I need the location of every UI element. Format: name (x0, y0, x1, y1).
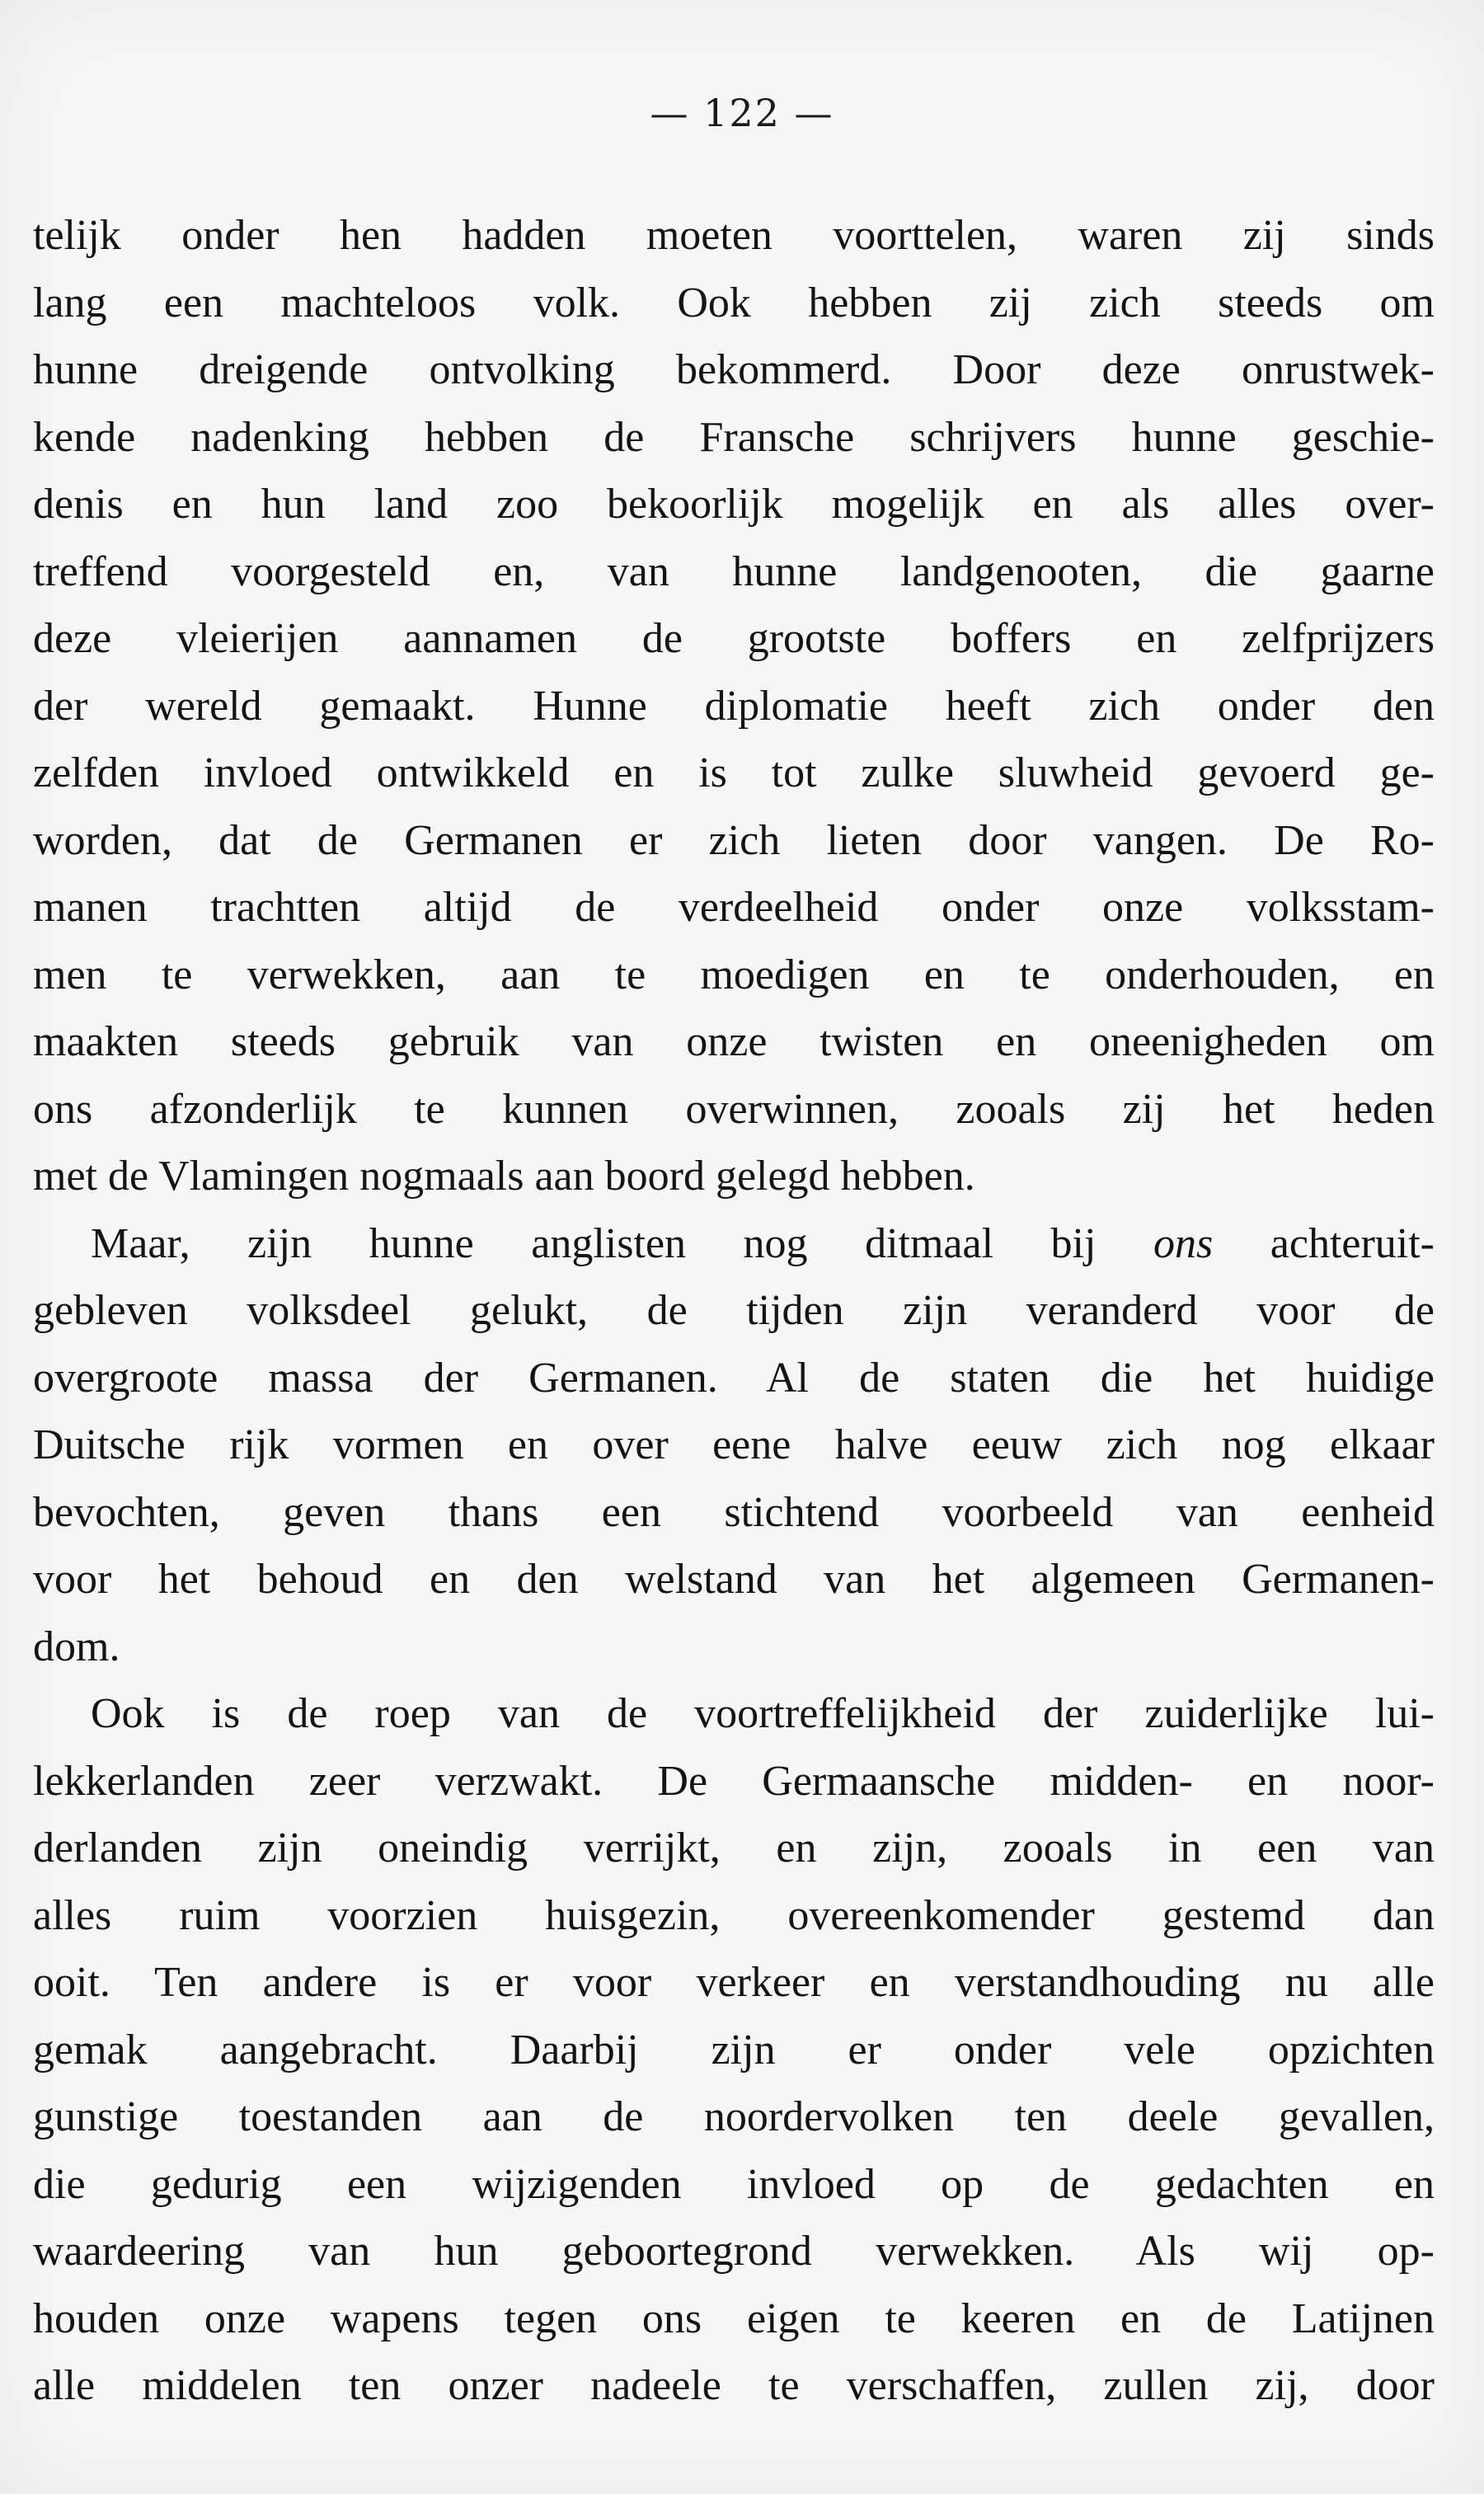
text-line: zelfden invloed ontwikkeld en is tot zulke sluwheid gevoerd ge- (33, 749, 1435, 796)
text-line: ooit. Ten andere is er voor verkeer en verstandhouding nu alle (33, 1959, 1435, 2006)
text-line: dom. (33, 1623, 120, 1670)
text-line: denis en hun land zoo bekoorlijk mogelijk en als alles over- (33, 481, 1435, 528)
body-text (33, 202, 1435, 2420)
text-line: deze vleierijen aannamen de grootste boffers en zelfprijzers (33, 615, 1435, 662)
text-line: worden, dat de Germanen er zich lieten door vangen. De Ro- (33, 816, 1435, 864)
text-line: waardeering van hun geboortegrond verwekken. Als wij op- (33, 2228, 1435, 2275)
text-line: Duitsche rijk vormen en over eene halve eeuw zich nog elkaar (33, 1421, 1435, 1468)
text-line: der wereld gemaakt. Hunne diplomatie heeft zich onder den (33, 682, 1435, 730)
text-line: derlanden zijn oneindig verrijkt, en zijn, zooals in een van (33, 1825, 1435, 1872)
text-line: voor het behoud en den welstand van het algemeen Germanen- (33, 1556, 1435, 1603)
text-line: kende nadenking hebben de Fransche schrijvers hunne geschie- (33, 413, 1435, 461)
text-line: hunne dreigende ontvolking bekommerd. Door deze onrustwek- (33, 346, 1435, 393)
text-line: maakten steeds gebruik van onze twisten en oneenigheden om (33, 1018, 1435, 1065)
emphasized-word: ons (1153, 1219, 1214, 1267)
text-line: Ook is de roep van de voortreffelijkheid der zuiderlijke lui- (91, 1690, 1435, 1737)
text-line: met de Vlamingen nogmaals aan boord gelegd hebben. (33, 1153, 975, 1200)
text-line: lekkerlanden zeer verzwakt. De Germaansche midden- en noor- (33, 1757, 1435, 1805)
text-line: alle middelen ten onzer nadeele te verschaffen, zullen zij, door (33, 2362, 1435, 2409)
text-line: bevochten, geven thans een stichtend voorbeeld van eenheid (33, 1488, 1435, 1536)
text-line: overgroote massa der Germanen. Al de staten die het huidige (33, 1354, 1435, 1402)
page-number: — 122 — (650, 91, 834, 135)
text-fragment: Maar, zijn hunne anglisten nog ditmaal bij (91, 1219, 1153, 1267)
text-line: lang een machteloos volk. Ook hebben zij zich steeds om (33, 279, 1435, 326)
text-line: gebleven volksdeel gelukt, de tijden zijn veranderd voor de (33, 1287, 1435, 1334)
text-line: gunstige toestanden aan de noordervolken ten deele gevallen, (33, 2093, 1435, 2140)
text-line: ons afzonderlijk te kunnen overwinnen, zooals zij het heden (33, 1085, 1435, 1133)
text-line: die gedurig een wijzigenden invloed op de gedachten en (33, 2160, 1435, 2208)
text-fragment: achteruit- (1213, 1219, 1435, 1267)
text-line: alles ruim voorzien huisgezin, overeenkomender gestemd dan (33, 1891, 1435, 1939)
text-line: telijk onder hen hadden moeten voorttelen, waren zij sinds (33, 212, 1435, 259)
text-line: men te verwekken, aan te moedigen en te onderhouden, en (33, 951, 1435, 998)
text-line: treffend voorgesteld en, van hunne landgenooten, die gaarne (33, 547, 1435, 595)
text-line: manen trachtten altijd de verdeelheid onder onze volksstam- (33, 884, 1435, 931)
text-line: houden onze wapens tegen ons eigen te keeren en de Latijnen (33, 2294, 1435, 2342)
text-line (33, 1210, 1435, 1278)
text-line: gemak aangebracht. Daarbij zijn er onder vele opzichten (33, 2026, 1435, 2074)
